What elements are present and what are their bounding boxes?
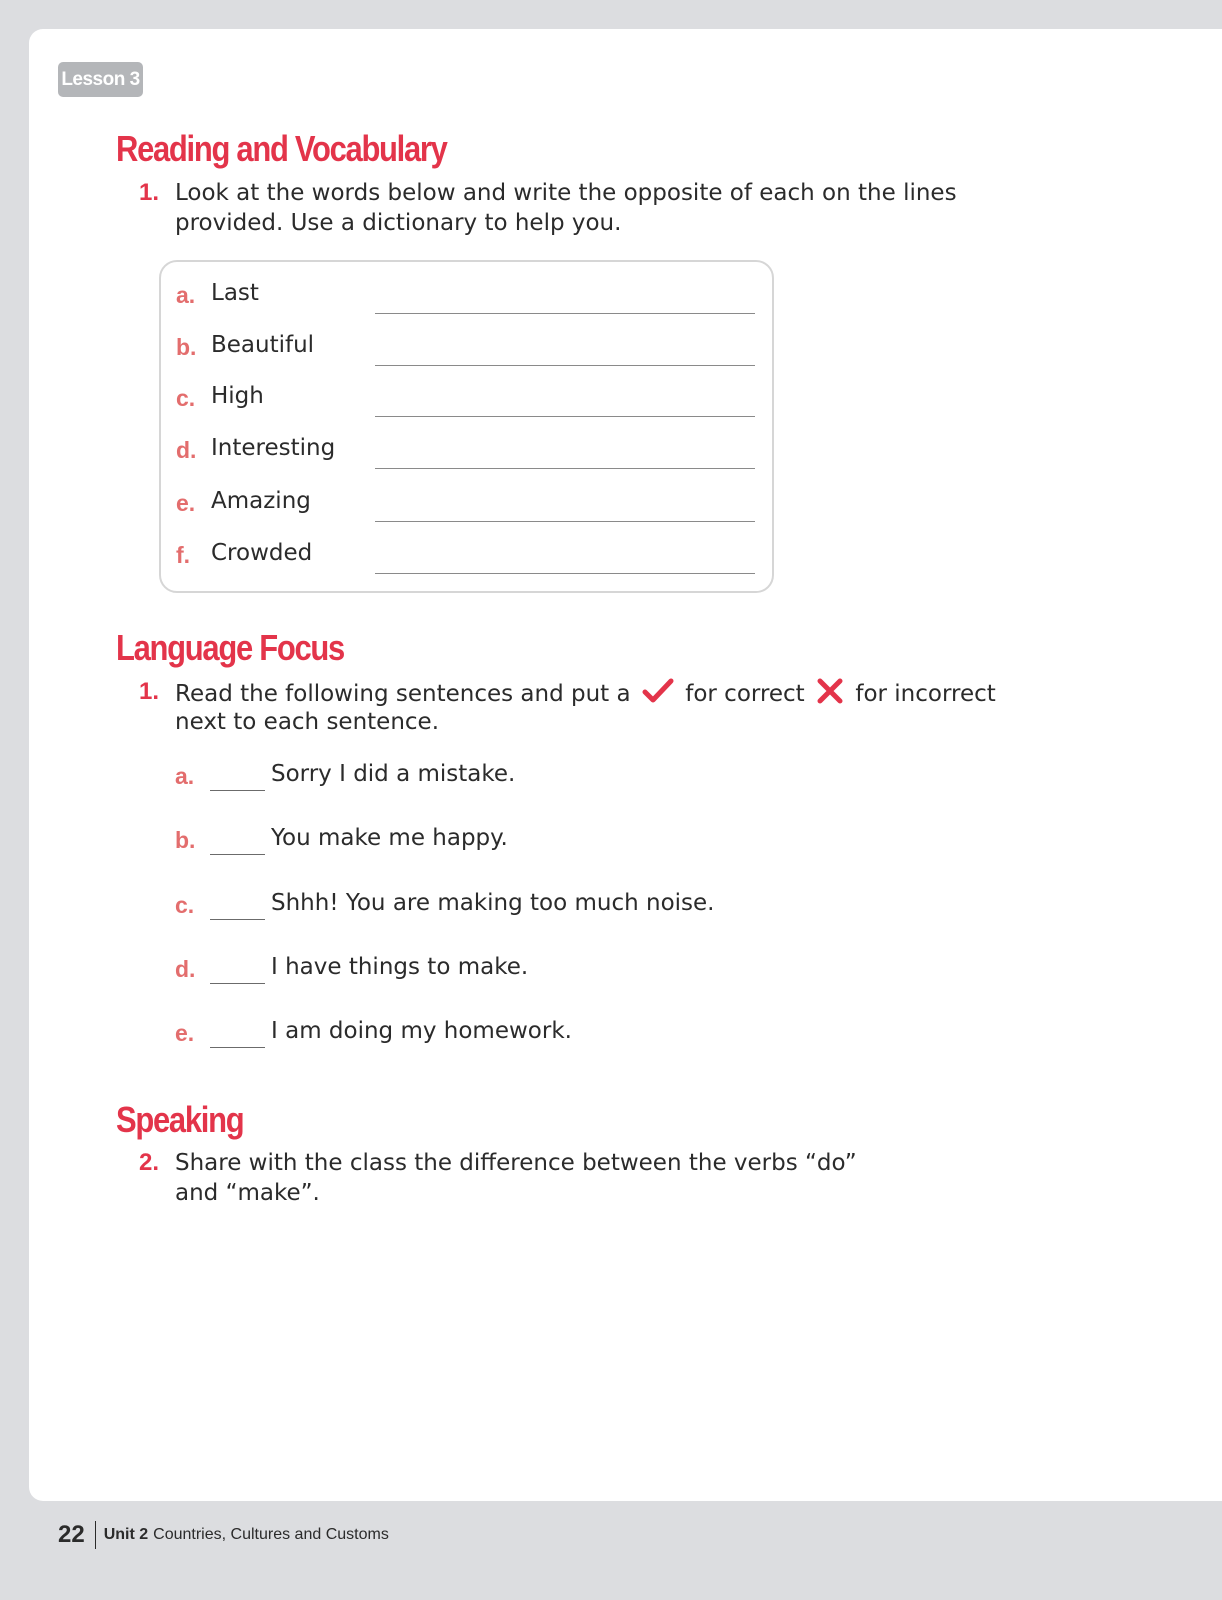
sentence-text: I am doing my homework. (271, 1018, 572, 1044)
language-focus-heading: Language Focus (116, 627, 344, 668)
check-mark-icon (642, 677, 674, 705)
sentence-text: You make me happy. (271, 825, 508, 851)
language-instruction-part2: for correct (685, 681, 805, 707)
reading-instruction-line1: Look at the words below and write the opposite of each on the lines (175, 180, 957, 206)
answer-line[interactable] (375, 468, 755, 469)
vocab-item (161, 334, 772, 368)
sentence-item (0, 892, 800, 926)
answer-blank[interactable] (210, 919, 265, 920)
speaking-heading: Speaking (116, 1099, 244, 1140)
vocab-item (161, 385, 772, 419)
sentence-item-letter: d. (175, 956, 196, 982)
vocab-item (161, 490, 772, 524)
language-instruction-part3: for incorrect (855, 681, 996, 707)
sentence-text: Sorry I did a mistake. (271, 761, 516, 787)
sentence-item (0, 956, 800, 990)
vocabulary-box (159, 260, 774, 593)
page-number: 22 (58, 1521, 85, 1548)
answer-line[interactable] (375, 573, 755, 574)
answer-blank[interactable] (210, 1047, 265, 1048)
footer-divider (95, 1521, 96, 1549)
page-footer (58, 1520, 389, 1550)
vocab-item-letter: b. (176, 334, 197, 360)
answer-blank[interactable] (210, 983, 265, 984)
sentence-item-letter: a. (175, 763, 195, 789)
vocab-item-word: Interesting (211, 435, 336, 461)
answer-blank[interactable] (210, 854, 265, 855)
reading-instruction-line2: provided. Use a dictionary to help you. (175, 210, 622, 236)
vocab-item-word: Amazing (211, 488, 311, 514)
speaking-instruction-line2: and “make”. (175, 1180, 320, 1206)
speaking-instruction-line1: Share with the class the difference between the verbs “do” (175, 1150, 857, 1176)
lesson-badge: Lesson 3 (58, 62, 143, 97)
vocab-item-word: Beautiful (211, 332, 315, 358)
sentence-item (0, 1020, 800, 1054)
language-exercise-number: 1. (139, 678, 160, 705)
sentence-item-letter: e. (175, 1020, 195, 1046)
language-instruction-line1 (175, 677, 996, 709)
vocab-item-word: Last (211, 280, 259, 306)
answer-blank[interactable] (210, 790, 265, 791)
vocab-item (161, 282, 772, 316)
vocab-item-letter: d. (176, 437, 197, 463)
vocab-item (161, 542, 772, 576)
sentence-item (0, 827, 800, 861)
footer-unit: Unit 2 (103, 1526, 149, 1543)
sentence-text: Shhh! You are making too much noise. (271, 890, 715, 916)
reading-vocabulary-heading: Reading and Vocabulary (116, 128, 447, 169)
sentence-item-letter: c. (175, 892, 195, 918)
vocab-item-letter: a. (176, 282, 196, 308)
answer-line[interactable] (375, 521, 755, 522)
speaking-exercise-number: 2. (139, 1149, 160, 1176)
answer-line[interactable] (375, 313, 755, 314)
vocab-item-letter: c. (176, 385, 196, 411)
answer-line[interactable] (375, 416, 755, 417)
cross-mark-icon (816, 677, 844, 705)
vocab-item (161, 437, 772, 471)
vocab-item-word: Crowded (211, 540, 313, 566)
language-instruction-part1: Read the following sentences and put a (175, 681, 631, 707)
vocab-item-word: High (211, 383, 264, 409)
vocab-item-letter: f. (176, 542, 191, 568)
footer-unit-title: Countries, Cultures and Customs (153, 1526, 389, 1543)
sentence-text: I have things to make. (271, 954, 529, 980)
vocab-item-letter: e. (176, 490, 196, 516)
language-instruction-line2: next to each sentence. (175, 709, 440, 735)
sentence-item (0, 763, 800, 797)
answer-line[interactable] (375, 365, 755, 366)
reading-exercise-number: 1. (139, 179, 160, 206)
sentence-item-letter: b. (175, 827, 196, 853)
